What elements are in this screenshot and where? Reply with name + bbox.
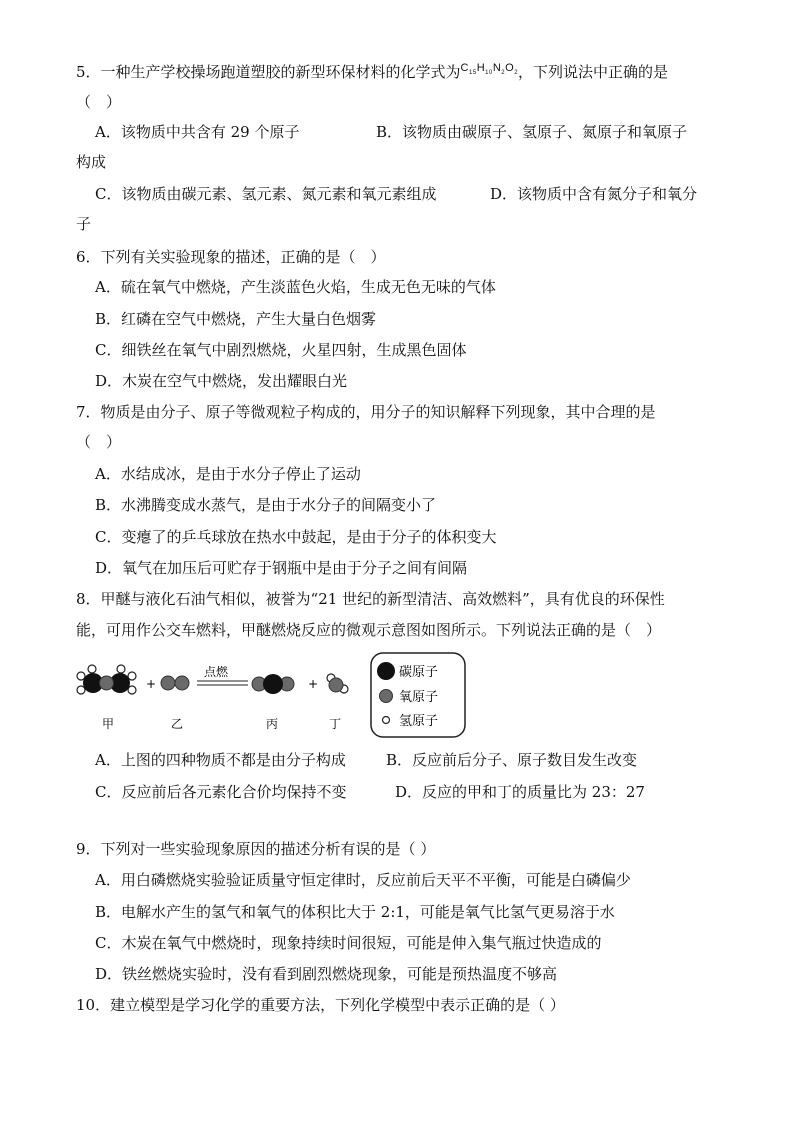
q9-stem: 9．下列对一些实验现象原因的描述分析有误的是（ ）: [76, 840, 436, 858]
q9-option-d: D．铁丝燃烧实验时，没有看到剧烈燃烧现象，可能是预热温度不够高: [95, 965, 558, 983]
plus-sign-1: +: [146, 677, 157, 691]
q9-option-a: A．用白磷燃烧实验验证质量守恒定律时，反应前后天平不平衡，可能是白磷偏少: [95, 871, 631, 889]
label-jia: 甲: [102, 717, 115, 731]
q9-option-b: B．电解水产生的氢气和氧气的体积比大于 2:1，可能是氧气比氢气更易溶于水: [95, 903, 615, 921]
hydrogen-atom-icon: [383, 717, 390, 724]
molecule-ding: [327, 674, 348, 693]
q7-option-c: C．变瘪了的乒乓球放在热水中鼓起，是由于分子的体积变大: [95, 528, 497, 546]
q5-option-a: A．该物质中共含有 29 个原子: [95, 123, 300, 141]
q9-option-c: C．木炭在氧气中燃烧时，现象持续时间很短，可能是伸入集气瓶过快造成的: [95, 934, 602, 952]
chemical-formula: C15H10N2O2: [460, 62, 519, 77]
q10-stem: 10．建立模型是学习化学的重要方法，下列化学模型中表示正确的是（ ）: [76, 996, 565, 1014]
q8-option-d: D．反应的甲和丁的质量比为 23：27: [395, 783, 645, 801]
reaction-diagram: [0, 650, 794, 740]
q8-stem-line2: 能，可用作公交车燃料，甲醚燃烧反应的微观示意图如图所示。下列说法正确的是（ ）: [76, 621, 662, 639]
q6-option-a: A．硫在氧气中燃烧，产生淡蓝色火焰，生成无色无味的气体: [95, 278, 496, 296]
q7-stem: 7．物质是由分子、原子等微观粒子构成的，用分子的知识解释下列现象，其中合理的是: [76, 403, 656, 421]
q8-option-b: B．反应前后分子、原子数目发生改变: [386, 751, 638, 769]
q5-option-b: B．该物质由碳原子、氢原子、氮原子和氧原子: [376, 123, 688, 141]
q7-answer-bracket: （ ）: [76, 433, 122, 451]
q5-option-c: C．该物质由碳元素、氢元素、氮元素和氧元素组成: [95, 185, 437, 203]
q6-option-d: D．木炭在空气中燃烧，发出耀眼白光: [95, 372, 348, 390]
q7-option-b: B．水沸腾变成水蒸气，是由于水分子的间隔变小了: [95, 496, 437, 514]
molecule-jia: [77, 665, 136, 694]
q6-option-b: B．红磷在空气中燃烧，产生大量白色烟雾: [95, 310, 377, 328]
q7-option-d: D．氧气在加压后可贮存于钢瓶中是由于分子之间有间隔: [95, 559, 468, 577]
carbon-atom-icon: [377, 662, 395, 680]
q8-stem-line1: 8．甲醚与液化石油气相似，被誉为“21 世纪的新型清洁、高效燃料”，具有优良的环保性: [76, 590, 665, 608]
q5-option-b-cont: 构成: [76, 153, 107, 171]
oxygen-atom-icon: [380, 690, 393, 703]
reaction-condition: 点燃: [204, 665, 229, 679]
legend-hydrogen-label: 氢原子: [399, 714, 439, 729]
q5-option-d-cont: 子: [76, 215, 92, 233]
q5-stem: 5．一种生产学校操场跑道塑胶的新型环保材料的化学式为$^{C_{15}H_{10}N_2O_2}$，下列说法中正确的是: [76, 62, 669, 81]
q6-option-c: C．细铁丝在氧气中剧烈燃烧，火星四射，生成黑色固体: [95, 341, 467, 359]
q6-stem: 6．下列有关实验现象的描述，正确的是（ ）: [76, 248, 386, 266]
label-ding: 丁: [329, 717, 342, 731]
q5-answer-bracket: （ ）: [76, 93, 122, 111]
molecule-bing: [252, 674, 294, 694]
q8-option-a: A．上图的四种物质不都是由分子构成: [95, 751, 346, 769]
legend-carbon-label: 碳原子: [399, 665, 439, 680]
legend-oxygen-label: 氧原子: [399, 690, 439, 705]
q7-option-a: A．水结成冰，是由于水分子停止了运动: [95, 465, 361, 483]
q5-option-d: D．该物质中含有氮分子和氧分: [490, 185, 698, 203]
label-yi: 乙: [171, 717, 184, 731]
label-bing: 丙: [266, 717, 279, 731]
legend: [371, 653, 465, 737]
plus-sign-2: +: [308, 677, 319, 691]
molecule-yi: [161, 676, 189, 690]
q8-option-c: C．反应前后各元素化合价均保持不变: [95, 783, 347, 801]
